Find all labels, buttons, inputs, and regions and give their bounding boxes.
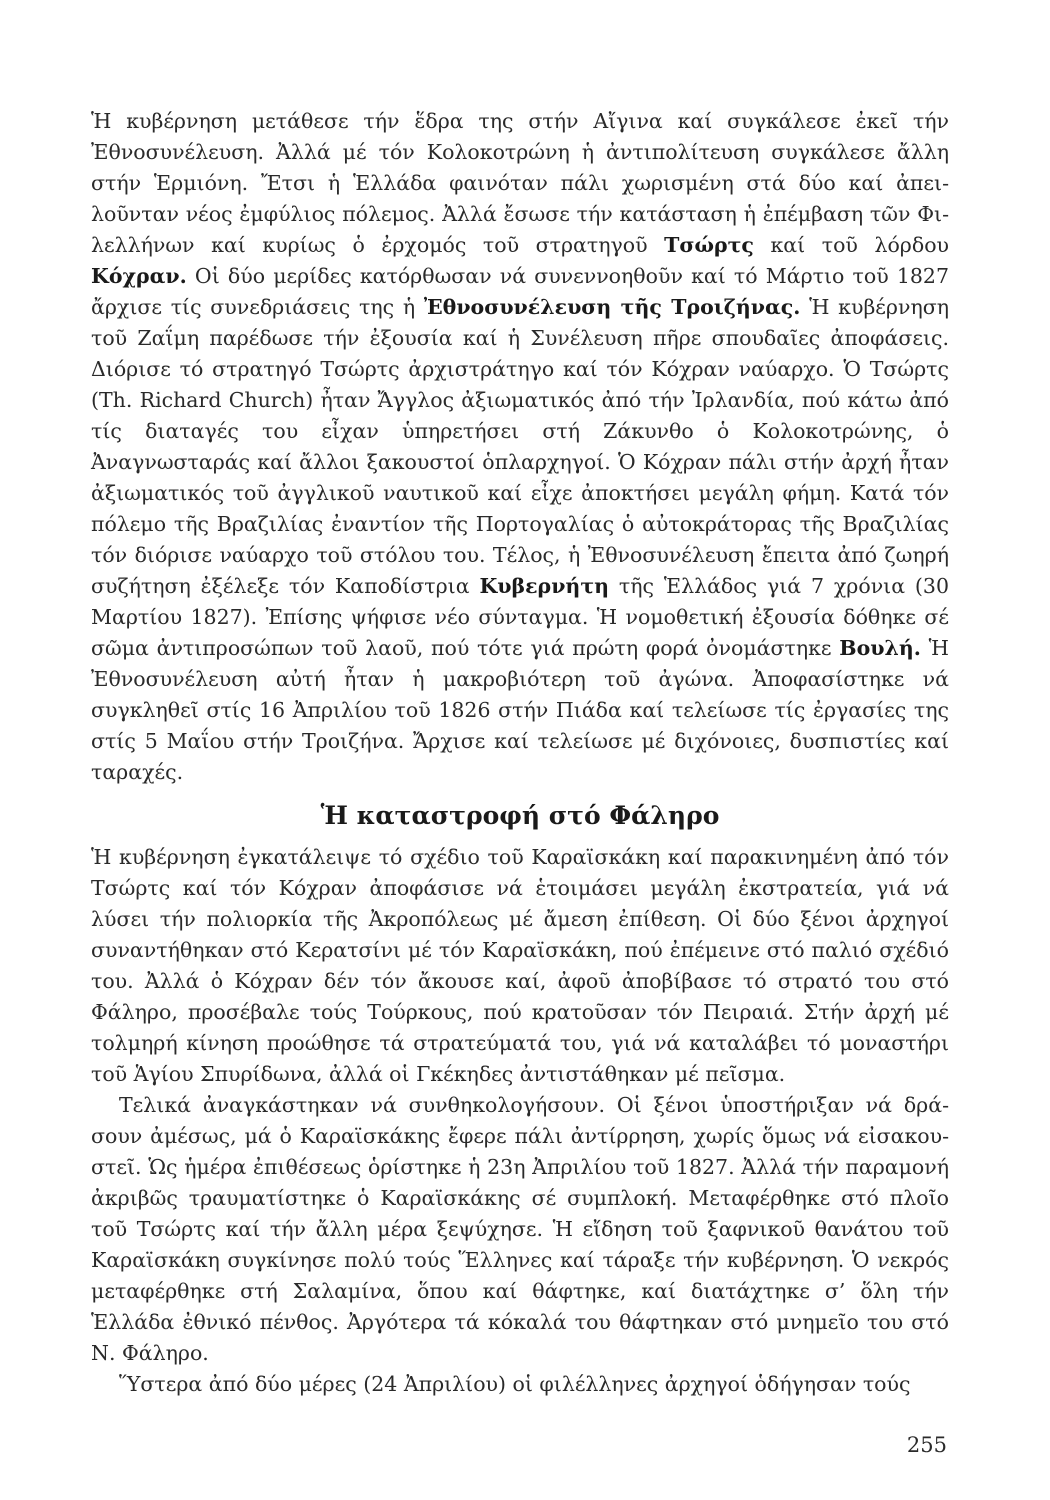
bold-term-church: Τσώρτς [664, 233, 754, 257]
bold-term-troizina-assembly: Ἐθνοσυνέλευση τῆς Τροιζήνας. [423, 295, 801, 319]
paragraph-continuation: Ὕστερα ἀπό δύο μέρες (24 Ἀπριλίου) οἱ φιλέλληνες ἀρχηγοί ὁδήγησαν τούς [119, 1372, 911, 1396]
text-run: Ἡ Ἐθνοσυνέλευση αὐτή ἦταν ἡ μακροβιότερη τοῦ ἀγώνα. Ἀποφασίστηκε νά συγκληθεῖ στίς 16 Ἀπριλίου τοῦ 1826 στήν Πιάδα καί τελείωσε τίς ἐργασίες της στίς 5 Μαΐου στήν Τροιζήνα. Ἄρχισε καί τελείωσε μέ διχόνοιες, δυσπιστίες καί ταραχές. [91, 636, 949, 784]
paragraph-campaign: Ἡ κυβέρνηση ἐγκατάλειψε τό σχέδιο τοῦ Καραϊσκάκη καί παρακινημένη ἀπό τόν Τσώρτς καί τόν Κόχραν ἀποφάσισε νά ἑτοιμάσει μεγάλη ἐκστρατεία, γιά νά λύσει τήν πολιορκία τῆς Ἀκροπόλεως μέ ἄμεση ἐπίθεση. Οἱ δύο ξένοι ἀρχηγοί συναντήθηκαν στό Κερατσίνι μέ τόν Καραϊσκάκη, πού ἐπέμεινε στό παλιό σχέδιό του. Ἀλλά ὁ Κόχραν δέν τόν ἄκουσε καί, ἀφοῦ ἀποβίβασε τό στρατό του στό Φάληρο, προσέβαλε τούς Τούρκους, πού κρατοῦσαν τόν Πειραιά. Στήν ἀρχή μέ τολμηρή κίνηση προώθησε τά στρατεύματά του, γιά νά καταλάβει τό μοναστήρι τοῦ Ἁγίου Σπυρίδωνα, ἀλλά οἱ Γκέκηδες ἀντιστάθηκαν μέ πεῖσμα. [91, 845, 949, 1086]
bold-term-parliament: Βουλή. [839, 636, 921, 660]
paragraph-karaiskakis-death: Τελικά ἀναγκάστηκαν νά συνθηκολογήσουν. Οἱ ξένοι ὑποστήριξαν νά δράσουν ἀμέσως, μά ὁ Καραϊσκάκης ἔφερε πάλι ἀντίρρηση, χωρίς ὅμως νά εἰσακουστεῖ. Ὡς ἡμέρα ἐπιθέσεως ὁρίστηκε ἡ 23η Ἀπριλίου τοῦ 1827. Ἀλλά τήν παραμονή ἀκριβῶς τραυματίστηκε ὁ Καραϊσκάκης σέ συμπλοκή. Μεταφέρθηκε στό πλοῖο τοῦ Τσώρτς καί τήν ἄλλη μέρα ξεψύχησε. Ἡ εἴδηση τοῦ ξαφνικοῦ θανάτου τοῦ Καραϊσκάκη συγκίνησε πολύ τούς Ἕλληνες καί τάραξε τήν κυβέρνηση. Ὁ νεκρός μεταφέρθηκε στή Σαλαμίνα, ὅπου καί θάφτηκε, καί διατάχτηκε σ’ ὅλη τήν Ἑλλάδα ἐθνικό πένθος. Ἀργότερα τά κόκαλά του θάφτηκαν στό μνημεῖο του στό Ν. Φάληρο. [91, 1093, 949, 1365]
paragraph-ethnosynelefsi [91, 106, 949, 788]
bold-term-cochrane: Κόχραν. [91, 264, 187, 288]
section-title: Ἡ καταστροφή στό Φάληρο [320, 801, 720, 830]
page-number: 255 [906, 1433, 947, 1457]
text-run: Ἡ κυβέρνηση τοῦ Ζαΐμη παρέδωσε τήν ἐξουσία καί ἡ Συνέλευση πῆρε σπουδαῖες ἀποφάσεις. Διόρισε τό στρατηγό Τσώρτς ἀρχιστράτηγο καί τόν Κόχραν ναύαρχο. Ὁ Τσώρτς (Th. Richard Church) ἦταν Ἄγγλος ἀξιωματικός ἀπό τήν Ἰρλανδία, πού κάτω ἀπό τίς διαταγές του εἶχαν ὑπηρετήσει στή Ζάκυνθο ὁ Κολοκοτρώνης, ὁ Ἀναγνωσταράς καί ἄλλοι ξακουστοί ὁπλαρχηγοί. Ὁ Κόχραν πάλι στήν ἀρχή ἦταν ἀξιωματικός τοῦ ἀγγλικοῦ ναυτικοῦ καί εἶχε ἀποκτήσει μεγάλη φήμη. Κατά τόν πόλεμο τῆς Βραζιλίας ἐναντίον τῆς Πορτογαλίας ὁ αὐτοκράτορας τῆς Βραζιλίας τόν διόρισε ναύαρχο τοῦ στόλου του. Τέλος, ἡ Ἐθνοσυνέλευση ἔπειτα ἀπό ζωηρή συζήτηση ἐξέλεξε τόν Καποδίστρια [91, 295, 949, 598]
text-run: Ἡ κυβέρνηση μετάθεσε τήν ἕδρα της στήν Αἴγινα καί συγκάλεσε ἐκεῖ τήν Ἐθνοσυνέλευση. Ἀλλά μέ τόν Κολοκοτρώνη ἡ ἀντιπολίτευση συγκάλεσε ἄλλη στήν Ἑρμιόνη. Ἔτσι ἡ Ἑλλάδα φαινόταν πάλι χωρισμένη στά δύο καί ἀπειλοῦνταν νέος ἐμφύλιος πόλεμος. Ἀλλά ἔσωσε τήν κατάσταση ἡ ἐπέμβαση τῶν Φιλελλήνων καί κυρίως ὁ ἐρχομός τοῦ στρατηγοῦ [91, 109, 949, 257]
page-body [91, 106, 949, 1400]
text-run: τῆς Ἑλλάδος γιά 7 χρόνια (30 Μαρτίου 1827). Ἐπίσης ψήφισε νέο σύνταγμα. Ἡ νομοθετική ἐξουσία δόθηκε σέ σῶμα ἀντιπροσώπων τοῦ λαοῦ, πού τότε γιά πρώτη φορά ὀνομάστηκε [91, 574, 949, 660]
text-run: καί τοῦ λόρδου [753, 233, 949, 257]
text-run: Οἱ δύο μερίδες κατόρθωσαν νά συνεννοηθοῦν καί τό Μάρτιο τοῦ 1827 ἄρχισε τίς συνεδριάσεις της ἡ [91, 264, 949, 319]
bold-term-governor: Κυβερνήτη [479, 574, 610, 598]
